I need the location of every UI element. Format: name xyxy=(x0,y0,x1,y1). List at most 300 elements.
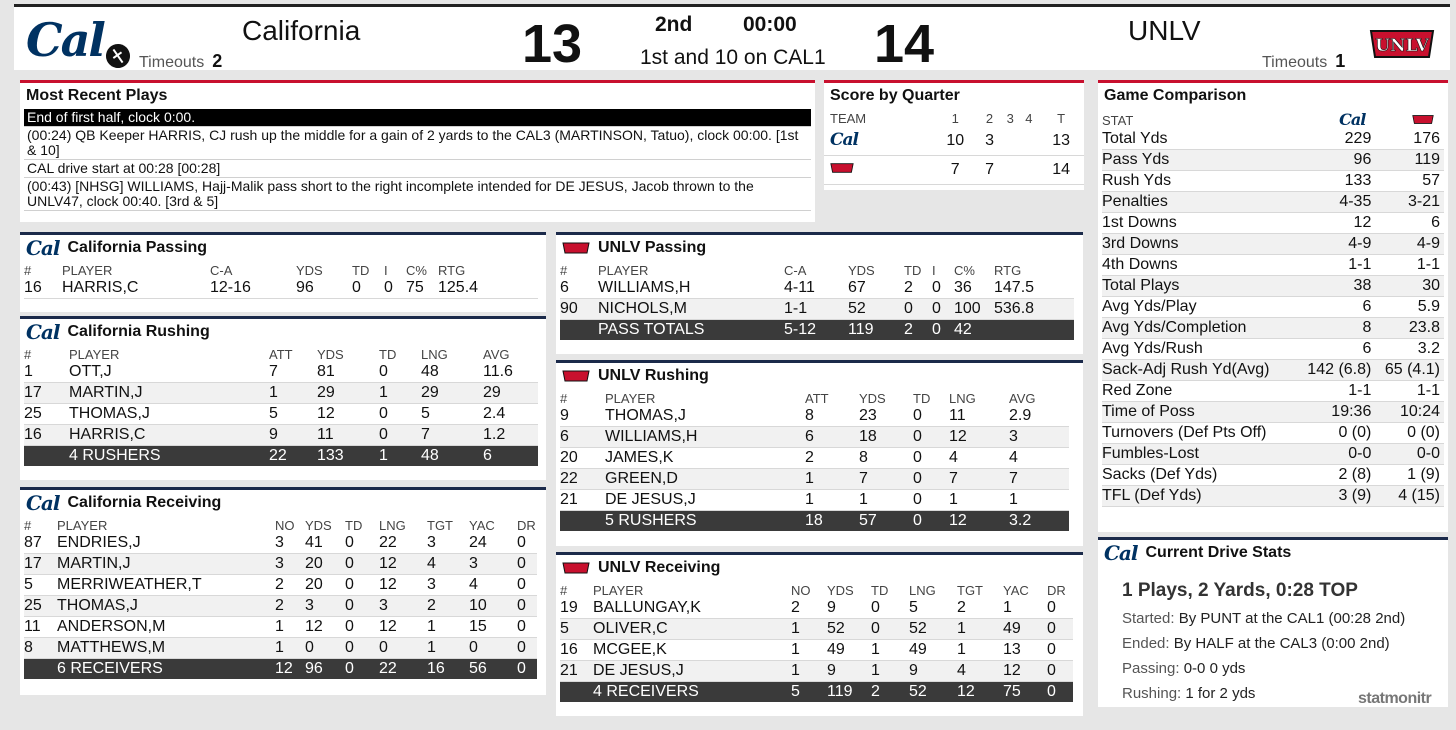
cal-mini-logo: Cal xyxy=(26,236,60,260)
table-cell: 48 xyxy=(421,363,439,380)
table-cell: 23 xyxy=(859,407,877,424)
comparison-row xyxy=(1102,465,1444,486)
column-header: LNG xyxy=(909,583,936,598)
table-row xyxy=(24,596,537,617)
table-cell: 24 xyxy=(469,534,487,551)
table-cell: 8 xyxy=(24,639,33,656)
table-cell: 16 xyxy=(24,426,42,443)
unlv-passing-title: UNLV Passing xyxy=(598,239,707,256)
comparison-row xyxy=(1102,255,1444,276)
table-cell: HARRIS,C xyxy=(62,279,139,296)
table-header-row xyxy=(560,261,1074,278)
table-cell: 2.4 xyxy=(483,405,506,422)
table-cell: 0 xyxy=(932,279,941,296)
table-cell: 0 xyxy=(913,470,922,487)
table-cell: THOMAS,J xyxy=(69,405,150,422)
totals-cell: 48 xyxy=(421,447,439,464)
table-cell: WILLIAMS,H xyxy=(605,428,698,445)
column-header: LNG xyxy=(421,347,448,362)
table-cell: 12 xyxy=(379,555,397,572)
table-cell: 0 xyxy=(517,534,526,551)
stat-name: Rush Yds xyxy=(1102,172,1172,189)
column-header: C% xyxy=(954,263,975,278)
column-header: TD xyxy=(352,263,370,278)
table-cell: 17 xyxy=(24,384,42,401)
column-header: I xyxy=(932,263,936,278)
totals-cell: 0 xyxy=(517,660,526,677)
table-cell: 21 xyxy=(560,662,578,679)
unlv-value: 57 xyxy=(1422,172,1440,189)
table-cell: 3 xyxy=(379,597,388,614)
period: 2nd xyxy=(655,13,693,36)
statmonitr-watermark: statmonitr xyxy=(1358,690,1432,707)
play-item: (00:24) QB Keeper HARRIS, CJ rush up the middle for a gain of 2 yards to the CAL3 (MARTINSON, Tatuo), clock 00:00. [1st & 10] xyxy=(24,127,811,160)
table-cell: 13 xyxy=(1003,641,1021,658)
column-header: TD xyxy=(379,347,397,362)
table-header-row xyxy=(24,261,538,278)
sbq-header-cell: 4 xyxy=(1025,111,1033,126)
table-cell: 0 xyxy=(345,576,354,593)
table-cell: 1 xyxy=(871,641,880,658)
table-cell: MCGEE,K xyxy=(593,641,667,658)
column-header: TGT xyxy=(427,518,453,533)
stat-header: STAT xyxy=(1102,112,1134,128)
table-cell: THOMAS,J xyxy=(605,407,686,424)
table-cell: 1 xyxy=(957,641,966,658)
table-cell: 0 xyxy=(517,555,526,572)
sbq-score-cell: 7 xyxy=(950,161,960,178)
unlv-value: 4 (15) xyxy=(1398,487,1440,504)
table-header-row xyxy=(24,516,537,533)
table-cell: 0 xyxy=(871,620,880,637)
unlv-logo xyxy=(1369,17,1435,67)
away-team-name: UNLV xyxy=(1128,15,1201,46)
stat-name: Total Yds xyxy=(1102,130,1168,147)
unlv-passing-table xyxy=(560,261,1074,340)
sbq-team-cell xyxy=(824,156,932,185)
table-cell: MATTHEWS,M xyxy=(57,639,166,656)
table-header-row xyxy=(24,345,538,362)
cal-mini-logo: Cal xyxy=(830,130,859,150)
totals-cell: PASS TOTALS xyxy=(598,321,705,338)
sbq-header-cell: 3 xyxy=(1006,111,1014,126)
table-row xyxy=(560,406,1069,427)
table-cell: 12 xyxy=(379,576,397,593)
cal-mini-logo: Cal xyxy=(1104,541,1138,565)
totals-cell: 12 xyxy=(957,683,975,700)
svg-text:UNLV: UNLV xyxy=(1375,36,1429,56)
totals-cell: 4 RECEIVERS xyxy=(593,683,699,700)
column-header: PLAYER xyxy=(57,518,108,533)
totals-cell: 22 xyxy=(269,447,287,464)
comparison-row xyxy=(1102,486,1444,507)
sbq-score-cell xyxy=(1020,156,1039,185)
unlv-value: 23.8 xyxy=(1408,319,1440,336)
game-comparison-table xyxy=(1102,109,1444,507)
table-cell: 3 xyxy=(275,555,284,572)
unlv-value: 1-1 xyxy=(1416,256,1440,273)
column-header: RTG xyxy=(994,263,1022,278)
unlv-value: 30 xyxy=(1422,277,1440,294)
table-cell: 0 xyxy=(517,576,526,593)
table-row xyxy=(560,598,1073,619)
unlv-value: 6 xyxy=(1431,214,1440,231)
drive-summary: 1 Plays, 2 Yards, 0:28 TOP xyxy=(1122,580,1358,601)
totals-cell: 57 xyxy=(859,512,877,529)
cal-value: 142 (6.8) xyxy=(1307,361,1372,378)
table-cell: 0 xyxy=(871,599,880,616)
comparison-row xyxy=(1102,276,1444,297)
unlv-mini-logo xyxy=(562,241,590,255)
sbq-row xyxy=(824,156,1084,185)
table-row xyxy=(24,617,537,638)
table-cell: 1 xyxy=(379,384,388,401)
comparison-row xyxy=(1102,192,1444,213)
cal-value: 2 (8) xyxy=(1338,466,1372,483)
table-cell: 4 xyxy=(427,555,436,572)
totals-cell xyxy=(560,511,605,532)
table-cell: 29 xyxy=(421,384,439,401)
table-cell: 1 xyxy=(805,491,814,508)
table-row xyxy=(560,469,1069,490)
unlv-value: 65 (4.1) xyxy=(1384,361,1440,378)
drive-passing: Passing: 0-0 0 yds xyxy=(1122,660,1246,677)
score-by-quarter-title: Score by Quarter xyxy=(830,87,960,104)
cal-value: 38 xyxy=(1353,277,1372,294)
column-header: TD xyxy=(913,391,931,406)
column-header: ATT xyxy=(805,391,829,406)
table-cell: 41 xyxy=(305,534,323,551)
table-cell: 2 xyxy=(275,597,284,614)
totals-row xyxy=(24,446,538,467)
table-cell: 0 xyxy=(379,405,388,422)
table-cell: 1 xyxy=(1009,491,1018,508)
table-header-row xyxy=(560,389,1069,406)
table-cell: ENDRIES,J xyxy=(57,534,141,551)
comparison-row xyxy=(1102,318,1444,339)
cal-mini-logo: Cal xyxy=(26,320,60,344)
cal-column-logo xyxy=(1296,109,1375,129)
table-cell: BALLUNGAY,K xyxy=(593,599,701,616)
cal-value: 229 xyxy=(1344,130,1372,147)
table-cell: 0 xyxy=(379,426,388,443)
cal-value: 0-0 xyxy=(1348,445,1372,462)
table-cell: DE JESUS,J xyxy=(593,662,684,679)
stat-name: Pass Yds xyxy=(1102,151,1170,168)
table-cell: 1 xyxy=(791,641,800,658)
table-cell: 1 xyxy=(275,639,284,656)
comparison-row xyxy=(1102,150,1444,171)
column-header: PLAYER xyxy=(69,347,120,362)
stat-name: Avg Yds/Completion xyxy=(1102,319,1247,336)
totals-cell: 42 xyxy=(954,321,972,338)
table-cell: 3 xyxy=(427,576,436,593)
table-cell: NICHOLS,M xyxy=(598,300,687,317)
table-cell: 1 xyxy=(805,470,814,487)
unlv-value: 176 xyxy=(1413,130,1440,147)
column-header: YAC xyxy=(469,518,495,533)
table-cell: 0 xyxy=(469,639,478,656)
table-cell: 1 xyxy=(275,618,284,635)
column-header: YAC xyxy=(1003,583,1029,598)
table-cell: 5 xyxy=(560,620,569,637)
table-row xyxy=(24,425,538,446)
totals-row xyxy=(560,511,1069,532)
unlv-mini-logo xyxy=(562,561,590,575)
cal-value: 96 xyxy=(1353,151,1372,168)
table-cell: 3 xyxy=(469,555,478,572)
comparison-row xyxy=(1102,339,1444,360)
totals-cell: 96 xyxy=(305,660,323,677)
table-cell: 0 xyxy=(1047,620,1056,637)
column-header: DR xyxy=(1047,583,1066,598)
comparison-row xyxy=(1102,423,1444,444)
table-cell: 5 xyxy=(24,576,33,593)
sbq-row xyxy=(824,126,1084,156)
table-cell: 21 xyxy=(560,491,578,508)
table-row xyxy=(560,278,1074,299)
unlv-mini-logo xyxy=(562,369,590,383)
table-cell: 0 xyxy=(932,300,941,317)
cal-rushing-table xyxy=(24,345,538,466)
unlv-value: 0 (0) xyxy=(1407,424,1440,441)
cal-value: 1-1 xyxy=(1348,382,1372,399)
table-row xyxy=(560,490,1069,511)
table-cell: 5 xyxy=(421,405,430,422)
table-cell: 0 xyxy=(1047,599,1056,616)
table-cell: 16 xyxy=(24,279,42,296)
table-cell: WILLIAMS,H xyxy=(598,279,691,296)
stat-name: Avg Yds/Rush xyxy=(1102,340,1203,357)
table-row xyxy=(24,383,538,404)
table-cell: 1 xyxy=(791,620,800,637)
unlv-receiving-panel xyxy=(556,552,1083,716)
totals-cell: 75 xyxy=(1003,683,1021,700)
table-cell: 20 xyxy=(560,449,578,466)
table-cell: 11 xyxy=(317,426,334,443)
game-clock: 00:00 xyxy=(743,13,797,36)
totals-cell: 22 xyxy=(379,660,397,677)
totals-cell: 6 xyxy=(483,447,492,464)
table-cell: MARTIN,J xyxy=(69,384,143,401)
play-item: End of first half, clock 0:00. xyxy=(24,109,811,127)
table-row xyxy=(560,427,1069,448)
stat-name: 3rd Downs xyxy=(1102,235,1179,252)
table-cell: 6 xyxy=(560,279,569,296)
table-cell: OLIVER,C xyxy=(593,620,668,637)
comparison-row xyxy=(1102,402,1444,423)
column-header: DR xyxy=(517,518,536,533)
cal-mini-logo: Cal xyxy=(1339,110,1366,129)
play-item: CAL drive start at 00:28 [00:28] xyxy=(24,160,811,178)
table-cell: 2 xyxy=(805,449,814,466)
table-cell: 1.2 xyxy=(483,426,506,443)
table-row xyxy=(24,575,537,596)
column-header: NO xyxy=(275,518,295,533)
table-cell: 0 xyxy=(352,279,361,296)
column-header: PLAYER xyxy=(605,391,656,406)
table-cell: 1 xyxy=(871,662,880,679)
totals-cell: 133 xyxy=(317,447,344,464)
cal-receiving-table xyxy=(24,516,537,679)
totals-cell xyxy=(994,320,1074,341)
table-cell: 2 xyxy=(957,599,966,616)
table-cell: 7 xyxy=(421,426,430,443)
sbq-header-row xyxy=(824,109,1084,126)
table-cell: 52 xyxy=(827,620,845,637)
table-cell: 12 xyxy=(305,618,323,635)
unlv-mini-logo xyxy=(830,162,854,174)
unlv-value: 1-1 xyxy=(1416,382,1440,399)
totals-cell xyxy=(560,320,598,341)
table-cell: MARTIN,J xyxy=(57,555,131,572)
table-row xyxy=(560,299,1074,320)
cal-value: 4-35 xyxy=(1339,193,1372,210)
unlv-value: 3-21 xyxy=(1407,193,1440,210)
totals-cell: 0 xyxy=(1047,683,1056,700)
cal-value: 6 xyxy=(1362,340,1372,357)
cal-receiving-title: California Receiving xyxy=(67,494,222,511)
column-header: TD xyxy=(345,518,363,533)
cal-value: 0 (0) xyxy=(1338,424,1372,441)
table-cell: 9 xyxy=(269,426,278,443)
totals-cell: 12 xyxy=(275,660,293,677)
column-header: C-A xyxy=(784,263,807,278)
table-cell: 0 xyxy=(913,449,922,466)
table-cell: 8 xyxy=(805,407,814,424)
table-cell: 7 xyxy=(1009,470,1018,487)
table-cell: 11 xyxy=(949,407,966,424)
stat-name: Penalties xyxy=(1102,193,1168,210)
column-header: LNG xyxy=(379,518,406,533)
column-header: I xyxy=(384,263,388,278)
totals-cell xyxy=(24,659,57,680)
table-row xyxy=(560,640,1073,661)
table-row xyxy=(560,619,1073,640)
table-cell: 15 xyxy=(469,618,487,635)
table-cell: 3 xyxy=(427,534,436,551)
table-cell: JAMES,K xyxy=(605,449,674,466)
table-cell: 20 xyxy=(305,555,323,572)
table-cell: 9 xyxy=(560,407,569,424)
unlv-rushing-title: UNLV Rushing xyxy=(598,367,709,384)
table-cell: 3 xyxy=(1009,428,1018,445)
table-row xyxy=(560,448,1069,469)
stat-name: Red Zone xyxy=(1102,382,1173,399)
stat-name: TFL (Def Yds) xyxy=(1102,487,1202,504)
table-cell: 100 xyxy=(954,300,981,317)
game-comparison-title: Game Comparison xyxy=(1104,87,1247,104)
table-cell: 7 xyxy=(859,470,868,487)
table-cell: 1 xyxy=(859,491,868,508)
totals-cell: 3.2 xyxy=(1009,512,1032,529)
table-cell: 9 xyxy=(827,662,836,679)
column-header: # xyxy=(560,391,568,406)
totals-cell: 56 xyxy=(469,660,487,677)
home-team-name: California xyxy=(242,15,361,46)
table-cell: 9 xyxy=(909,662,918,679)
table-cell: 5 xyxy=(269,405,278,422)
table-cell: 0 xyxy=(345,534,354,551)
unlv-value: 5.9 xyxy=(1417,298,1440,315)
table-cell: 0 xyxy=(379,363,388,380)
table-cell: 0 xyxy=(904,300,913,317)
totals-cell: 4 RUSHERS xyxy=(69,447,161,464)
table-cell: 0 xyxy=(517,639,526,656)
comparison-row xyxy=(1102,234,1444,255)
table-cell: DE JESUS,J xyxy=(605,491,696,508)
sbq-score-cell xyxy=(1001,156,1020,185)
table-cell: 12 xyxy=(949,428,967,445)
table-cell: 7 xyxy=(949,470,958,487)
column-header: YDS xyxy=(848,263,875,278)
totals-cell: 0 xyxy=(913,512,922,529)
table-cell: 0 xyxy=(1047,662,1056,679)
table-cell: 5 xyxy=(909,599,918,616)
table-cell: 1 xyxy=(427,639,436,656)
column-header: C% xyxy=(406,263,427,278)
table-cell: 3 xyxy=(275,534,284,551)
sbq-header-cell: T xyxy=(1057,111,1066,126)
football-possession-icon xyxy=(101,39,134,72)
stat-name: Sack-Adj Rush Yd(Avg) xyxy=(1102,361,1270,378)
drive-rushing: Rushing: 1 for 2 yds xyxy=(1122,685,1256,702)
sbq-score-cell xyxy=(1020,126,1039,156)
table-cell: ANDERSON,M xyxy=(57,618,166,635)
column-header: TGT xyxy=(957,583,983,598)
stat-name: Avg Yds/Play xyxy=(1102,298,1197,315)
column-header: PLAYER xyxy=(598,263,649,278)
table-cell: 12 xyxy=(317,405,335,422)
table-cell: THOMAS,J xyxy=(57,597,138,614)
table-cell: 19 xyxy=(560,599,578,616)
table-cell: 1 xyxy=(791,662,800,679)
score-by-quarter-table xyxy=(824,109,1084,185)
table-row xyxy=(24,404,538,425)
table-cell: 0 xyxy=(345,597,354,614)
totals-cell: 2 xyxy=(871,683,880,700)
table-cell: 7 xyxy=(269,363,278,380)
table-cell: 1 xyxy=(957,620,966,637)
cal-mini-logo: Cal xyxy=(26,491,60,515)
game-comparison-panel xyxy=(1098,80,1448,532)
column-header: TD xyxy=(904,263,922,278)
totals-cell: 1 xyxy=(379,447,388,464)
sbq-score-cell: 13 xyxy=(1052,131,1070,149)
home-timeouts: Timeouts 2 xyxy=(139,51,223,71)
drive-started: Started: By PUNT at the CAL1 (00:28 2nd) xyxy=(1122,610,1406,627)
table-cell: 81 xyxy=(317,363,335,380)
comparison-row xyxy=(1102,360,1444,381)
column-header: YDS xyxy=(317,347,344,362)
table-cell: 8 xyxy=(859,449,868,466)
cal-passing-table xyxy=(24,261,538,299)
column-header: # xyxy=(560,263,568,278)
stat-name: Sacks (Def Yds) xyxy=(1102,466,1218,483)
table-cell: 0 xyxy=(384,279,393,296)
table-row xyxy=(24,278,538,299)
table-cell: 49 xyxy=(1003,620,1021,637)
stat-name: Time of Poss xyxy=(1102,403,1195,420)
column-header: # xyxy=(24,347,32,362)
table-cell: 52 xyxy=(909,620,927,637)
column-header: YDS xyxy=(305,518,332,533)
cal-logo: Cal xyxy=(26,13,104,67)
sbq-score-cell: 10 xyxy=(946,131,965,149)
table-cell: 29 xyxy=(317,384,335,401)
table-cell: 1-1 xyxy=(784,300,808,317)
table-cell: 49 xyxy=(827,641,845,658)
